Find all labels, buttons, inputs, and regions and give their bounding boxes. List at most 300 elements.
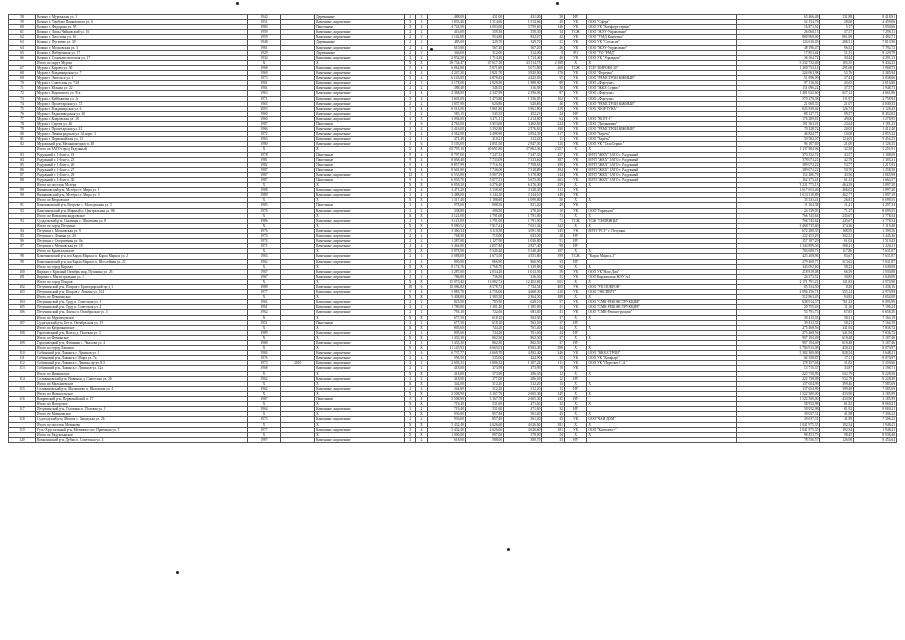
table-cell: 3 144,10 bbox=[465, 193, 503, 198]
table-cell: 75 bbox=[9, 106, 36, 111]
table-cell: 176 289,81 bbox=[737, 116, 820, 121]
table-cell: 141,83 bbox=[820, 279, 854, 284]
table-cell: X bbox=[587, 346, 737, 351]
table-cell: 2 970,98 bbox=[854, 279, 897, 284]
table-cell: Итого по округ Муром bbox=[36, 60, 248, 65]
table-cell: 6 bbox=[416, 142, 427, 147]
table-cell: 4 bbox=[416, 71, 427, 76]
table-cell: Каменные, кирпичные bbox=[315, 305, 405, 310]
table-cell: 3 416,00 bbox=[427, 127, 465, 132]
table-cell: 2 bbox=[416, 386, 427, 391]
table-cell: 286,30 bbox=[504, 371, 542, 376]
table-cell: 825 938,04 bbox=[737, 106, 820, 111]
table-cell: 1 514,66 bbox=[465, 20, 503, 25]
table-cell: 2 bbox=[405, 300, 416, 305]
table-cell: 7 164,19 bbox=[854, 315, 897, 320]
table-cell: 1 220,11 bbox=[854, 244, 897, 249]
table-cell: 102 bbox=[542, 96, 565, 101]
table-cell: 120 bbox=[9, 437, 36, 442]
table-cell: 1934 bbox=[247, 55, 281, 60]
table-cell: 21,00 bbox=[820, 142, 854, 147]
table-cell: Итого по Ивановское bbox=[36, 371, 248, 376]
table-cell: 399,46 bbox=[820, 381, 854, 386]
table-cell: X bbox=[416, 295, 427, 300]
table-cell: 2 bbox=[416, 259, 427, 264]
table-cell: Каменные, кирпичные bbox=[315, 91, 405, 96]
table-cell: 766 743,64 bbox=[737, 218, 820, 223]
table-cell: Козино г. Набережная ул. 17 bbox=[36, 50, 248, 55]
table-cell: 3 086,33 bbox=[465, 361, 503, 366]
table-cell: 570 270,38 bbox=[737, 96, 820, 101]
table-cell: 5 382 300,00 bbox=[737, 351, 820, 356]
table-cell: 1 188,09 bbox=[854, 152, 897, 157]
table-cell: X bbox=[587, 391, 737, 396]
table-cell: Радужный г. 1-й кв-л, 26 bbox=[36, 162, 248, 167]
table-cell: 5 bbox=[405, 96, 416, 101]
table-cell: 4 673,50 bbox=[465, 254, 503, 259]
table-cell: X bbox=[247, 249, 281, 254]
table-cell: 78 556,57 bbox=[737, 437, 820, 442]
table-cell: X bbox=[587, 412, 737, 417]
table-cell: 5 540,40 bbox=[504, 249, 542, 254]
table-cell: 72 bbox=[9, 91, 36, 96]
table-cell: 2 bbox=[405, 320, 416, 325]
table-cell: 84 bbox=[9, 157, 36, 162]
table-cell: 1960 bbox=[247, 71, 281, 76]
table-cell: ООО "ВЮССТРОЙ" bbox=[587, 351, 737, 356]
table-cell: УК bbox=[564, 305, 587, 310]
table-cell: 9 080,52 bbox=[427, 223, 465, 228]
table-cell: 2 bbox=[416, 45, 427, 50]
table-cell: 108 bbox=[9, 330, 36, 335]
table-cell: 224 bbox=[542, 121, 565, 126]
table-cell: 8 099,55 bbox=[854, 208, 897, 213]
table-cell: НУ bbox=[564, 386, 587, 391]
table-cell: УК bbox=[564, 167, 587, 172]
table-cell: Деревянные bbox=[315, 40, 405, 45]
table-cell: 378 073,21 bbox=[737, 157, 820, 162]
housing-register-table bbox=[8, 14, 897, 443]
table-cell: УК bbox=[564, 228, 587, 233]
table-cell: 418,00 bbox=[427, 371, 465, 376]
table-cell: Киржач г. Магистральная ул. 1 bbox=[36, 274, 248, 279]
table-cell: Каменные, кирпичные bbox=[315, 351, 405, 356]
table-cell: 373,99 bbox=[465, 366, 503, 371]
table-cell: Муром г. Пролетарская ул. 73 bbox=[36, 101, 248, 106]
table-cell: X bbox=[587, 371, 737, 376]
table-cell: 88 127,71 bbox=[737, 111, 820, 116]
table-cell: 2010 bbox=[281, 361, 315, 366]
table-cell: 610,80 bbox=[427, 45, 465, 50]
table-cell: 105 bbox=[9, 305, 36, 310]
table-cell: 12 402,84 bbox=[504, 279, 542, 284]
table-cell: 1963 bbox=[247, 137, 281, 142]
table-cell: 2 970,98 bbox=[854, 290, 897, 295]
table-cell: 2 385,50 bbox=[465, 295, 503, 300]
table-cell: Муром г. Воровского ул. 91а bbox=[36, 91, 248, 96]
table-cell: 286,30 bbox=[504, 376, 542, 381]
table-cell: Итого по Мошковское bbox=[36, 412, 248, 417]
table-cell: 588,00 bbox=[465, 437, 503, 442]
table-cell: 111 bbox=[9, 356, 36, 361]
table-cell: 1 303,31 bbox=[854, 157, 897, 162]
table-cell: ТСЖ "СНОВИЦЫ" bbox=[587, 218, 737, 223]
table-cell: 58,21 bbox=[820, 320, 854, 325]
table-cell: 7 836,72 bbox=[854, 325, 897, 330]
table-cell: ООО УК "Пересвет С.А." bbox=[587, 361, 737, 366]
table-cell: 7 318,89 bbox=[504, 167, 542, 172]
table-cell: 45,65 bbox=[820, 81, 854, 86]
table-cell: 5 877,53 bbox=[465, 178, 503, 183]
table-cell: 3 185,99 bbox=[854, 397, 897, 402]
table-cell: 10 bbox=[542, 208, 565, 213]
table-cell: 5 432,40 bbox=[427, 427, 465, 432]
table-cell: 152 286,76 bbox=[737, 172, 820, 177]
table-cell: 66 bbox=[9, 55, 36, 60]
table-cell: 4 654,08 bbox=[854, 295, 897, 300]
table-cell: 8 bbox=[542, 50, 565, 55]
table-cell: X bbox=[315, 264, 405, 269]
table-cell: 583,15 bbox=[427, 111, 465, 116]
table-cell: 31,83 bbox=[820, 361, 854, 366]
table-cell: 10 bbox=[405, 284, 416, 289]
table-cell: Итого по Купреяновское bbox=[36, 325, 248, 330]
table-cell: 567,20 bbox=[504, 45, 542, 50]
table-cell: 7 196,24 bbox=[854, 305, 897, 310]
table-cell: 338,80 bbox=[427, 208, 465, 213]
table-cell: 20 bbox=[542, 20, 565, 25]
table-cell: 222 739,99 bbox=[737, 376, 820, 381]
table-cell: 3 110,58 bbox=[465, 228, 503, 233]
table-cell: 1 278,95 bbox=[854, 116, 897, 121]
table-cell: 907 194,49 bbox=[737, 341, 820, 346]
table-cell: УК bbox=[564, 356, 587, 361]
table-cell: Каменные, кирпичные bbox=[315, 208, 405, 213]
table-cell: 2 bbox=[405, 55, 416, 60]
table-cell: 701,40 bbox=[504, 330, 542, 335]
table-cell: 50 bbox=[542, 198, 565, 203]
table-cell: 13 715,37 bbox=[737, 366, 820, 371]
table-cell: Радужный г. 1-й кв-л, 27 bbox=[36, 167, 248, 172]
table-cell: 43 bbox=[542, 412, 565, 417]
table-cell: 638 014,37 bbox=[737, 300, 820, 305]
table-cell: 1 065,98 bbox=[854, 172, 897, 177]
table-cell: 1 649,00 bbox=[854, 264, 897, 269]
table-cell: 1968 bbox=[247, 366, 281, 371]
table-cell: 43 bbox=[542, 417, 565, 422]
table-cell: 464,39 bbox=[820, 183, 854, 188]
table-cell: 1 391,40 bbox=[465, 305, 503, 310]
table-cell: 245,67 bbox=[820, 218, 854, 223]
table-cell: 64 bbox=[542, 116, 565, 121]
table-cell: X bbox=[416, 183, 427, 188]
table-cell: 1 356,05 bbox=[504, 96, 542, 101]
table-cell: 7 736,00 bbox=[465, 167, 503, 172]
table-cell: 4 bbox=[416, 290, 427, 295]
table-cell: 1 412,40 bbox=[854, 127, 897, 132]
table-cell: X bbox=[405, 295, 416, 300]
table-cell: 1981 bbox=[247, 157, 281, 162]
table-cell: 2 bbox=[416, 30, 427, 35]
table-cell: 1 897,20 bbox=[854, 183, 897, 188]
table-cell: Панельные bbox=[315, 162, 405, 167]
table-cell: Каменные, кирпичные bbox=[315, 106, 405, 111]
table-cell: 722,60 bbox=[465, 310, 503, 315]
table-cell: 2 bbox=[405, 386, 416, 391]
table-cell: 2 bbox=[416, 40, 427, 45]
table-body bbox=[9, 15, 897, 443]
table-cell: 7 247,33 bbox=[504, 152, 542, 157]
table-cell: 316,30 bbox=[504, 274, 542, 279]
table-cell: 83,67 bbox=[820, 254, 854, 259]
table-cell: 40 691,80 bbox=[465, 147, 503, 152]
table-cell: 1 399,56 bbox=[854, 228, 897, 233]
table-cell: Камешковский р-н, им Карла Маркса п. Карла Маркса ул. 2 bbox=[36, 254, 248, 259]
table-cell: 388,21 bbox=[820, 244, 854, 249]
table-cell: 1 050,66 bbox=[854, 25, 897, 30]
table-cell: Собинский р-н, Лакинск г. Лукинов ул. 1 bbox=[36, 351, 248, 356]
table-cell: 64 bbox=[9, 45, 36, 50]
table-cell: Гороховецкий р-н, Фоминки с. Чкалова ул. 4 bbox=[36, 341, 248, 346]
table-cell: Итого по Радуксынское bbox=[36, 432, 248, 437]
table-cell: Суздальский р-н, Сновицы с. Школьная ул. 8 bbox=[36, 218, 248, 223]
table-cell: 7 306,22 bbox=[854, 412, 897, 417]
table-cell: 3 488,00 bbox=[427, 193, 465, 198]
table-cell: 2 bbox=[405, 437, 416, 442]
table-cell: X bbox=[405, 264, 416, 269]
table-cell: 4 bbox=[416, 25, 427, 30]
table-cell: 5 bbox=[405, 25, 416, 30]
table-cell: 1 119,48 bbox=[854, 223, 897, 228]
table-cell: 126,98 bbox=[820, 437, 854, 442]
table-cell: ООО "ЖЭУ-Управление" bbox=[587, 45, 737, 50]
table-cell: 7 306,22 bbox=[854, 417, 897, 422]
table-cell: 35 333,41 bbox=[737, 198, 820, 203]
table-cell: 80 bbox=[9, 132, 36, 137]
table-cell: X bbox=[416, 264, 427, 269]
table-cell: 785,90 bbox=[465, 300, 503, 305]
table-cell: 2 bbox=[416, 132, 427, 137]
table-cell: 245,67 bbox=[820, 213, 854, 218]
table-cell: Деревянные bbox=[315, 50, 405, 55]
table-cell: 3 bbox=[416, 172, 427, 177]
table-cell: УК bbox=[564, 178, 587, 183]
table-cell: 8 938,48 bbox=[854, 432, 897, 437]
table-cell: Каменные, кирпичные bbox=[315, 218, 405, 223]
table-cell: X bbox=[587, 335, 737, 340]
table-cell: 1 041 975,35 bbox=[737, 422, 820, 427]
table-cell: 862,50 bbox=[465, 335, 503, 340]
table-cell: 1 251,91 bbox=[854, 147, 897, 152]
table-cell: 302,51 bbox=[820, 234, 854, 239]
table-cell: 5 861,80 bbox=[465, 106, 503, 111]
table-cell: 41 bbox=[542, 310, 565, 315]
table-cell: X bbox=[587, 183, 737, 188]
table-cell: 3 bbox=[405, 20, 416, 25]
table-cell: Каменные, кирпичные bbox=[315, 142, 405, 147]
table-cell: 3 231 773,13 bbox=[737, 183, 820, 188]
table-cell: ООО "УК ПОКРОВ" bbox=[587, 284, 737, 289]
table-cell: Петушинский р-н, Покров г. Ленина ул. 124 bbox=[36, 290, 248, 295]
table-cell: 1959 bbox=[247, 30, 281, 35]
table-cell: X bbox=[247, 381, 281, 386]
table-cell: 897,00 bbox=[465, 432, 503, 437]
table-cell: 4 498,90 bbox=[465, 132, 503, 137]
table-cell: 1 128,45 bbox=[854, 106, 897, 111]
table-cell: Каменные, кирпичные bbox=[315, 239, 405, 244]
table-cell: Радужный г. 1-й кв-л, 30 bbox=[36, 178, 248, 183]
table-cell: X bbox=[315, 60, 405, 65]
table-cell: X bbox=[587, 198, 737, 203]
table-cell: НУ bbox=[564, 330, 587, 335]
scan-speck bbox=[430, 48, 433, 51]
table-cell: ООО "Фортуна" bbox=[587, 71, 737, 76]
table-cell: 1 481 022,60 bbox=[737, 91, 820, 96]
table-cell: Муром г. Владимирская ул. 6 bbox=[36, 106, 248, 111]
table-cell: 58 bbox=[9, 15, 36, 20]
table-cell: X bbox=[587, 381, 737, 386]
table-cell: 389 072,22 bbox=[737, 167, 820, 172]
table-cell: X bbox=[587, 223, 737, 228]
table-cell: 51 696,09 bbox=[737, 76, 820, 81]
table-cell: 4 bbox=[416, 193, 427, 198]
table-cell: 4 bbox=[416, 157, 427, 162]
table-cell: 346,55 bbox=[465, 86, 503, 91]
table-cell: 431,00 bbox=[465, 15, 503, 20]
table-cell: X bbox=[564, 391, 587, 396]
table-cell: 2 bbox=[405, 86, 416, 91]
table-cell: 71,27 bbox=[820, 208, 854, 213]
table-cell: Итого по Второвское bbox=[36, 198, 248, 203]
table-cell: 20 755,43 bbox=[737, 305, 820, 310]
table-cell: 2 855,22 bbox=[854, 132, 897, 137]
table-cell: 1986 bbox=[247, 218, 281, 223]
table-cell: X bbox=[587, 295, 737, 300]
table-cell: X bbox=[564, 249, 587, 254]
table-cell: 1968 bbox=[247, 65, 281, 70]
table-cell: 1 897,20 bbox=[854, 188, 897, 193]
table-cell: 78 bbox=[9, 121, 36, 126]
table-cell: 4 492,40 bbox=[504, 351, 542, 356]
table-cell: 3 bbox=[416, 15, 427, 20]
table-cell: 7 708,63 bbox=[504, 162, 542, 167]
table-cell: Каменные, кирпичные bbox=[315, 55, 405, 60]
table-cell: Каменные, кирпичные bbox=[315, 86, 405, 91]
table-cell: 92 bbox=[542, 264, 565, 269]
table-cell: 8 838,40 bbox=[427, 157, 465, 162]
table-cell: УК bbox=[564, 274, 587, 279]
table-cell: 43,56 bbox=[820, 172, 854, 177]
table-cell: 2 364,50 bbox=[504, 295, 542, 300]
table-cell: ООО «Фортуна» bbox=[587, 91, 737, 96]
table-cell: 2 bbox=[405, 101, 416, 106]
table-cell: X bbox=[247, 279, 281, 284]
table-cell: 43 114,75 bbox=[504, 60, 542, 65]
table-cell: 24 139,03 bbox=[737, 208, 820, 213]
table-cell: 9 bbox=[405, 152, 416, 157]
table-cell: ООО УК "Комфорт" bbox=[587, 356, 737, 361]
table-cell: 1 185,00 bbox=[504, 305, 542, 310]
table-cell: 42,78 bbox=[820, 157, 854, 162]
table-cell: 54 bbox=[542, 432, 565, 437]
table-cell: 119 bbox=[9, 427, 36, 432]
table-cell: 433,90 bbox=[820, 397, 854, 402]
table-cell: X bbox=[405, 60, 416, 65]
table-cell: 890,90 bbox=[427, 259, 465, 264]
table-cell: 39 bbox=[542, 15, 565, 20]
table-cell: ООО «Фортуна» bbox=[587, 81, 737, 86]
table-cell: Каменные, кирпичные bbox=[315, 386, 405, 391]
table-cell: 59 bbox=[9, 20, 36, 25]
table-cell: 2 bbox=[405, 50, 416, 55]
table-cell: 7 299,11 bbox=[854, 30, 897, 35]
table-cell: 97 bbox=[9, 244, 36, 249]
table-cell: 567,20 bbox=[465, 45, 503, 50]
table-cell: Каменные, кирпичные bbox=[315, 45, 405, 50]
table-cell: Каменные, кирпичные bbox=[315, 284, 405, 289]
table-cell: 37 bbox=[542, 320, 565, 325]
table-cell: УК bbox=[564, 361, 587, 366]
table-cell: 761,23 bbox=[820, 300, 854, 305]
table-cell: 316,98 bbox=[504, 86, 542, 91]
table-cell: НУ bbox=[564, 341, 587, 346]
table-cell: X bbox=[564, 432, 587, 437]
table-cell: 12 bbox=[542, 376, 565, 381]
table-cell: 3 138,30 bbox=[465, 188, 503, 193]
table-cell: 2 bbox=[416, 376, 427, 381]
table-cell: 561,40 bbox=[504, 417, 542, 422]
table-cell: НУ bbox=[564, 437, 587, 442]
table-cell: X bbox=[315, 147, 405, 152]
table-cell: 862,50 bbox=[465, 341, 503, 346]
table-cell: X bbox=[405, 402, 416, 407]
table-cell: УК bbox=[564, 71, 587, 76]
table-cell: 71 bbox=[9, 86, 36, 91]
table-cell: 2 bbox=[405, 254, 416, 259]
table-cell: X bbox=[564, 264, 587, 269]
table-cell: 103 bbox=[9, 290, 36, 295]
table-cell: 2 576,63 bbox=[504, 127, 542, 132]
table-cell: 32 bbox=[542, 407, 565, 412]
table-cell: 5 408,00 bbox=[427, 295, 465, 300]
table-cell: X bbox=[587, 325, 737, 330]
table-cell: 2 bbox=[416, 330, 427, 335]
table-cell: X bbox=[315, 295, 405, 300]
table-cell: 5 071,80 bbox=[465, 65, 503, 70]
table-cell: 41,98 bbox=[820, 417, 854, 422]
table-cell: 2 603,33 bbox=[427, 361, 465, 366]
table-cell: 47 617,18 bbox=[465, 60, 503, 65]
table-cell: 6 658,30 bbox=[854, 310, 897, 315]
table-cell: 1987 bbox=[247, 172, 281, 177]
table-cell: 1963 bbox=[247, 254, 281, 259]
table-cell: Радужный г. 1-й кв-л, 18 bbox=[36, 152, 248, 157]
table-cell: УК bbox=[564, 157, 587, 162]
table-cell: 380,70 bbox=[504, 437, 542, 442]
table-cell: 8 069,21 bbox=[854, 407, 897, 412]
table-cell: 2 bbox=[405, 30, 416, 35]
table-cell: X bbox=[405, 279, 416, 284]
table-cell: 1942 bbox=[247, 15, 281, 20]
table-cell: 4 626,60 bbox=[465, 422, 503, 427]
table-cell: УК bbox=[564, 152, 587, 157]
table-cell: Судогодский р-н, Мошок с. Заводская ул. 26 bbox=[36, 417, 248, 422]
table-cell: X bbox=[564, 325, 587, 330]
table-cell: 930,00 bbox=[427, 417, 465, 422]
table-cell: 620,86 bbox=[504, 101, 542, 106]
table-cell: 1988 bbox=[247, 188, 281, 193]
table-cell: 2 bbox=[405, 234, 416, 239]
